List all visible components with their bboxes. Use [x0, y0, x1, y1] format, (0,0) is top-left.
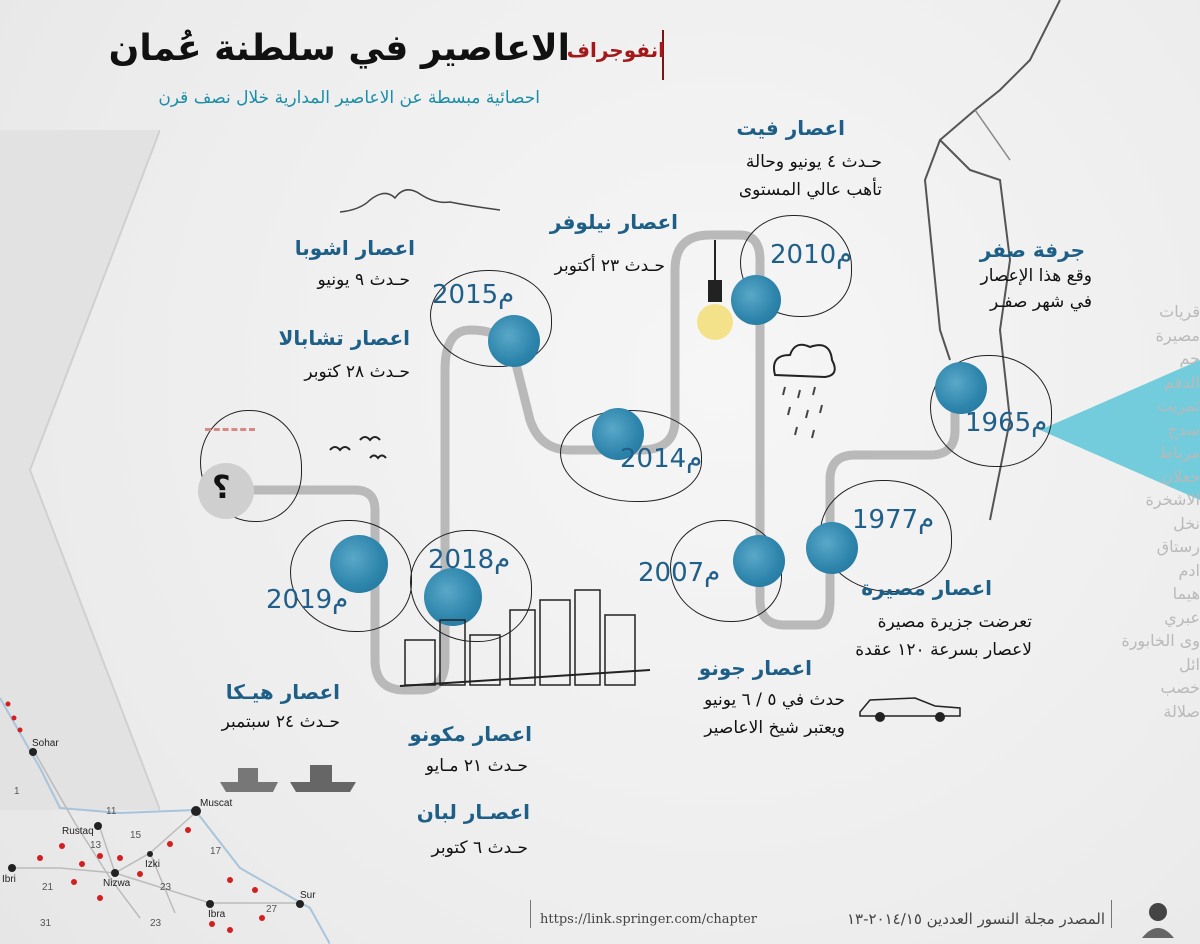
- city-item: قريات: [1159, 302, 1200, 321]
- city-item: هيما: [1172, 584, 1200, 603]
- city-item: ثمريت: [1157, 396, 1200, 415]
- city-item: جعلان: [1161, 466, 1200, 486]
- car-icon: [855, 688, 965, 723]
- map-road-number: 15: [130, 830, 142, 841]
- map-road-number: 1: [14, 786, 20, 797]
- event-masirah-line1: تعرضت جزيرة مصيرة: [877, 612, 1032, 632]
- event-phet-line1: حـدث ٤ يونيو وحالة: [745, 152, 882, 172]
- event-gurfa-line1: وقع هذا الإعصار: [980, 266, 1092, 286]
- year-1965: 1965م: [965, 408, 1048, 438]
- year-2007: 2007م: [638, 558, 721, 588]
- city-item: ادم: [1178, 560, 1200, 580]
- event-gurfa-line2: في شهر صفـر: [990, 292, 1092, 312]
- event-chapala-line1: حـدث ٢٨ كتوبر: [304, 362, 410, 382]
- city-item: صلالة: [1163, 701, 1200, 721]
- year-2010: 2010م: [770, 240, 853, 270]
- event-hikaa-title: اعصار هيـكا: [225, 680, 340, 704]
- city-item: رستاق: [1156, 537, 1200, 556]
- city-item: نخل: [1173, 513, 1200, 533]
- page-title: الاعاصير في سلطنة عُمان: [108, 28, 570, 69]
- rain-cloud-icon: [770, 335, 840, 455]
- event-hikaa-line1: حـدث ٢٤ سبتمبر: [221, 712, 340, 732]
- brand-label: انفوجراف: [566, 38, 665, 62]
- year-2019: 2019م: [266, 585, 349, 615]
- city-item: عبري: [1164, 607, 1200, 627]
- unknown-dash: [205, 428, 255, 431]
- event-luban-line1: حـدث ٦ كتوبر: [431, 838, 528, 858]
- light-bulb-icon: [690, 240, 740, 355]
- city-sketch: [400, 580, 650, 690]
- city-item: وى الخابورة: [1121, 631, 1200, 650]
- map-label-sohar: Sohar: [32, 738, 59, 749]
- city-item: مرباط: [1158, 443, 1200, 462]
- dot-2015: [488, 315, 540, 367]
- city-list: [1100, 300, 1200, 723]
- event-gurfa-title: جرفة صفر: [979, 238, 1085, 262]
- map-label-sur: Sur: [300, 890, 316, 901]
- city-item: خصب: [1160, 678, 1200, 697]
- map-label-ibra: Ibra: [208, 909, 226, 920]
- oman-map: [0, 668, 330, 944]
- page-subtitle: احصائية مبسطة عن الاعاصير المدارية خلال نصف قرن: [158, 88, 540, 108]
- map-label-nizwa: Nizwa: [103, 878, 131, 889]
- event-nilofar-line1: حـدث ٢٣ أكتوبر: [554, 256, 665, 276]
- city-item: الاشخرة: [1145, 490, 1200, 509]
- event-nilofar-title: اعصار نيلوفر: [549, 210, 678, 234]
- map-road-number: 17: [210, 846, 222, 857]
- map-label-muscat: Muscat: [200, 798, 233, 809]
- event-phet-line2: تأهب عالي المستوى: [738, 180, 882, 200]
- author-avatar-icon: [1138, 898, 1178, 938]
- map-label-rustaq: Rustaq: [62, 826, 94, 837]
- year-2018: 2018م: [428, 545, 511, 575]
- map-road-number: 13: [90, 840, 102, 851]
- source-url[interactable]: https://link.springer.com/chapter: [540, 912, 757, 927]
- city-item: ائل: [1178, 654, 1200, 674]
- map-road-number: 21: [42, 882, 54, 893]
- map-road-number: 23: [150, 918, 162, 929]
- event-ashobaa-line1: حـدث ٩ يونيو: [317, 270, 410, 290]
- event-phet-title: اعصار فيت: [736, 116, 845, 140]
- event-gonu-line1: حدث في ٥ / ٦ يونيو: [704, 690, 845, 710]
- city-item: جم: [1179, 349, 1200, 368]
- event-masirah-title: اعصار مصيرة: [861, 576, 992, 600]
- cloud-sketch: [340, 180, 500, 220]
- source-credit: المصدر مجلة النسور العددين ٢٠١٤/١٥-١٣: [846, 910, 1105, 928]
- event-mekunu-title: اعصار مكونو: [409, 722, 532, 746]
- event-mekunu-line1: حـدث ٢١ مـايو: [425, 756, 528, 776]
- year-2015: 2015م: [432, 280, 515, 310]
- map-label-ibri: Ibri: [2, 874, 16, 885]
- event-ashobaa-title: اعصار اشوبا: [294, 236, 415, 260]
- year-1977: 1977م: [852, 505, 935, 535]
- map-roads: [0, 668, 330, 944]
- event-chapala-title: اعصار تشابالا: [278, 326, 410, 350]
- map-label-izki: Izki: [145, 859, 160, 870]
- city-item: مصيرة: [1155, 325, 1200, 345]
- map-road-number: 31: [40, 918, 52, 929]
- event-gonu-line2: ويعتبر شيخ الاعاصير: [704, 718, 845, 738]
- dot-1977: [806, 522, 858, 574]
- city-item: سدح: [1167, 419, 1200, 439]
- map-road-number: 27: [266, 904, 278, 915]
- event-masirah-line2: لاعصار بسرعة ١٢٠ عقدة: [855, 640, 1032, 660]
- unknown-year-mark: ؟: [212, 468, 231, 506]
- dot-1965: [935, 362, 987, 414]
- map-road-number: 11: [106, 806, 117, 817]
- dot-2007: [733, 535, 785, 587]
- map-road-number: 23: [160, 882, 172, 893]
- event-luban-title: اعصـار لبان: [416, 800, 530, 824]
- event-gonu-title: اعصار جونو: [698, 656, 812, 680]
- year-2014: 2014م: [620, 444, 703, 474]
- city-item: الدقم: [1163, 372, 1200, 392]
- birds-icon: [320, 430, 400, 470]
